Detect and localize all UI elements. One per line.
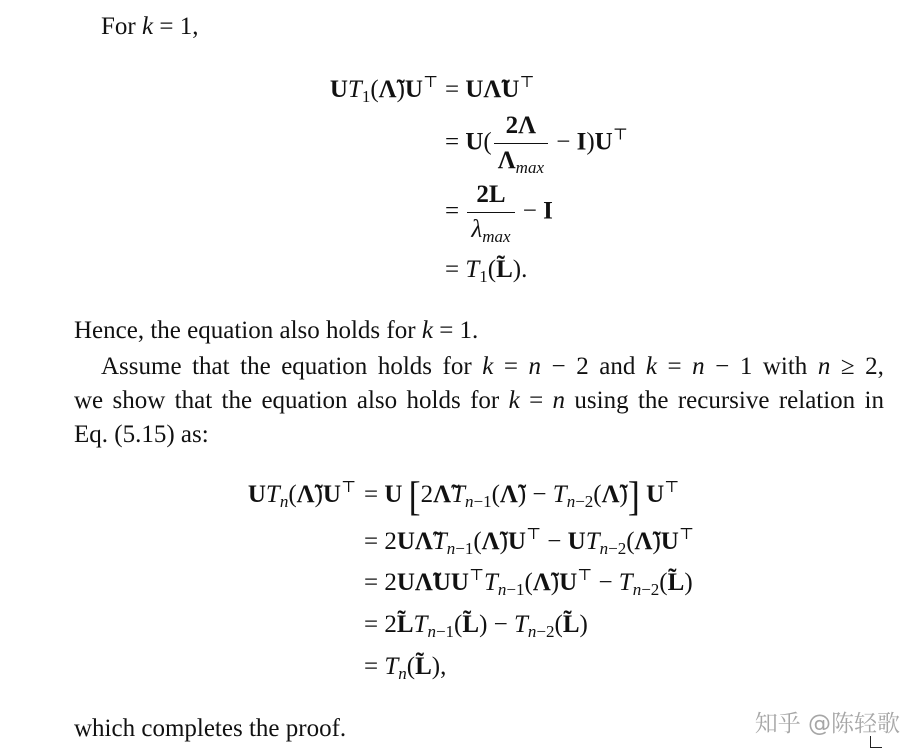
eq2-line2: = $2U\LambdãT_{n-1}(\Lambdã)U^⊤$ − $UT_{n-2}(\Lambdã)U^⊤$ [364,526,694,558]
closing-line: which completes the proof. [74,715,347,742]
for-k-var: k [141,13,154,40]
eq1-frac3-num: 2L [467,181,514,213]
eq2-line4: = $2L̃T_{n-1}(L̃)$ − $T_{n-2}(L̃)$ [364,611,588,641]
watermark: 知乎 @陈轻歌 [754,711,900,737]
for-k-prefix: For [101,13,142,40]
eq2-line3: = $2U\LambdãUU^⊤T_{n-1}(\Lambdã)U^⊤$ − $T_{n-2}(L̃)$ [364,567,693,599]
assume-line-2: we show that the equation also holds for k = n using the recursive relation in [74,387,884,414]
eq1-lhs: $UT_1(\Lambdã)U^⊤$ [329,74,438,106]
assume-line-1: Assume that the equation holds for k = n − 2 and k = n − 1 with n ≥ 2, [101,353,884,380]
eq2-lhs: $UT_n(\Lambdã)U^⊤$ [247,479,356,511]
eq1-frac-l [467,181,514,245]
eq1-line4: = $T_1(L̃)$. [445,256,528,286]
eq1-frac-lambda [494,112,548,176]
assume-line-3: Eq. (5.15) as: [74,421,209,448]
expand-corner-icon[interactable] [870,736,882,748]
eq1-line2: = U( $\frac{2\Lambda}{\Lambda_{max}}$ − I)U⊤ [445,112,628,177]
eq2-line1: = U [$2\LambdãT_{n-1}(\Lambdã)$ − $T_{n-2}(\Lambdã)$] U⊤ [364,473,680,519]
for-k-line [101,14,198,39]
eq1-line3: = $\frac{2L}{\lambda_{max}}$ − I [445,181,553,246]
for-k-rest: = 1, [153,13,199,40]
hence-line: Hence, the equation also holds for k = 1. [74,317,479,344]
eq1-frac3-den: $\lambda_{max}$ [471,215,511,246]
eq1-frac-num: 2Λ [494,112,548,144]
eq1-frac-den: $\Lambda_{max}$ [497,146,544,177]
eq2-line5: = $T_n(L̃)$, [364,653,447,683]
eq1-line1: = UΛ̃U⊤ [445,74,535,103]
